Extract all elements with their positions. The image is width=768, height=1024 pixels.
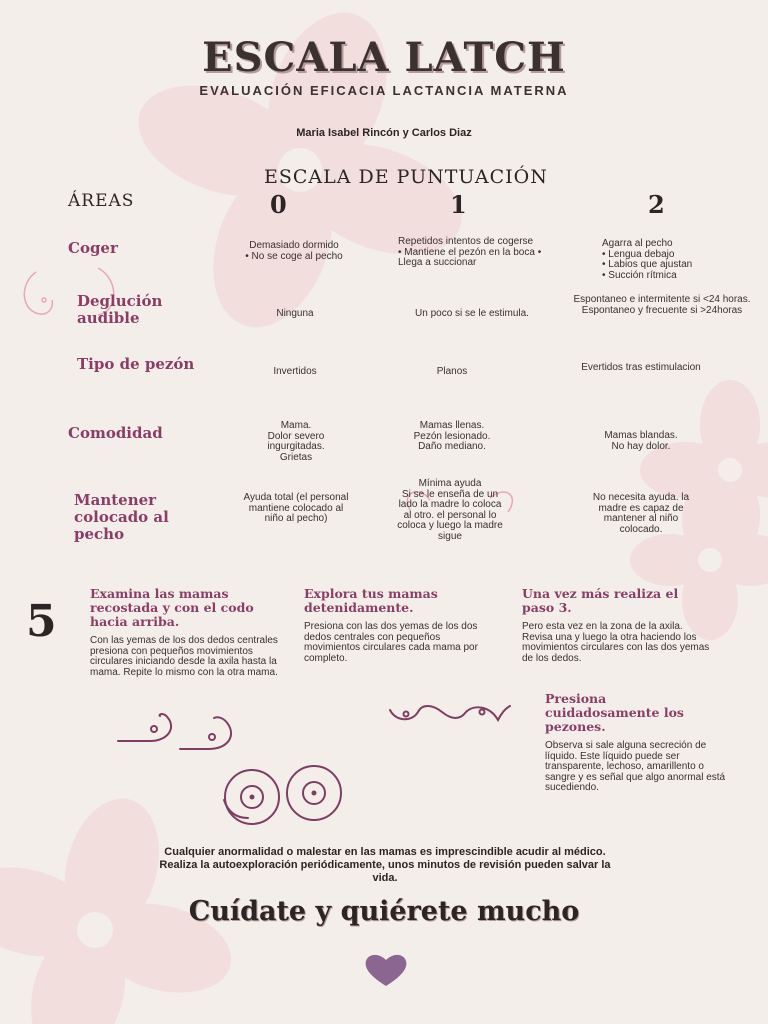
cell-deglucion-2: Espontaneo e intermitente si <24 horas. Espontaneo y frecuente si >24horas (573, 294, 751, 316)
area-coger: Coger (68, 239, 118, 257)
cell-deglucion-0: Ninguna (276, 308, 314, 319)
areas-label: ÁREAS (68, 191, 135, 211)
area-deglucion: Deglución audible (77, 292, 163, 327)
score-0: 0 (270, 190, 287, 219)
cell-coger-2: Agarra al pecho • Lengua debajo • Labios que ajustan • Succión rítmica (602, 238, 693, 281)
area-mantener: Mantener colocado al pecho (74, 491, 169, 543)
score-1: 1 (450, 190, 467, 219)
authors: Maria Isabel Rincón y Carlos Diaz (296, 127, 472, 139)
cell-mantener-2: No necesita ayuda. la madre es capaz de mantener al niño colocado. (592, 492, 690, 535)
cell-comodidad-1: Mamas llenas. Pezón lesionado. Daño mediano. (413, 420, 491, 452)
scale-title: ESCALA DE PUNTUACIÓN (264, 166, 548, 188)
warning-text: Cualquier anormalidad o malestar en las mamas es imprescindible acudir al médico. Realiza la autoexploración periódicamente, unos minutos de revisión pueden salvar la vida. (159, 846, 611, 884)
cell-comodidad-0: Mama. Dolor severo ingurgitadas. Grietas (267, 420, 325, 463)
cell-deglucion-1: Un poco si se le estimula. (415, 308, 529, 319)
area-tipo-pezon: Tipo de pezón (77, 355, 195, 373)
heart-icon (364, 952, 408, 988)
score-2: 2 (648, 190, 665, 219)
cell-pezon-1: Planos (436, 366, 468, 377)
step-4-text: Observa si sale alguna secreción de líquido. Este líquido puede ser transparente, lechoso, amarillento o sangre y es señal que algo anormal está sucediendo. (545, 740, 726, 793)
step-4-title: Presiona cuidadosamente los pezones. (545, 691, 684, 734)
step-1-title: Examina las mamas recostada y con el codo hacia arriba. (90, 586, 254, 629)
cell-coger-0: Demasiado dormido • No se coge al pecho (245, 240, 343, 262)
step-2-title: Explora tus mamas detenidamente. (304, 586, 438, 615)
page-subtitle: EVALUACIÓN EFICACIA LACTANCIA MATERNA (199, 83, 569, 98)
cell-pezon-2: Evertidos tras estimulacion (581, 362, 701, 373)
cell-coger-1: Repetidos intentos de cogerse • Mantiene el pezón en la boca • Llega a succionar (398, 236, 542, 268)
page-title: ESCALA LATCH (202, 34, 566, 81)
closing-text: Cuídate y quiérete mucho (188, 896, 580, 927)
step-2-text: Presiona con las dos yemas de los dos dedos centrales con pequeños movimientos circulares cada mama por completo. (304, 621, 478, 664)
area-comodidad: Comodidad (68, 424, 163, 442)
cell-mantener-1: Mínima ayuda Si se le enseña de un lado la madre lo coloca al otro. el personal lo coloca y luego la madre sigue (397, 478, 503, 542)
step-1-text: Con las yemas de los dos dedos centrales presiona con pequeños movimientos circulares iniciando desde la axila hasta la mama. Repite lo mismo con la otra mama. (90, 635, 278, 678)
step-3-title: Una vez más realiza el paso 3. (522, 586, 679, 615)
cell-mantener-0: Ayuda total (el personal mantiene colocado al niño al pecho) (243, 492, 349, 524)
cell-comodidad-2: Mamas blandas. No hay dolor. (604, 430, 678, 452)
cell-pezon-0: Invertidos (273, 366, 317, 377)
step-3-text: Pero esta vez en la zona de la axila. Revisa una y luego la otra haciendo los movimientos circulares con las dos yemas de los dedos. (522, 621, 710, 664)
step-number: 5 (26, 596, 57, 647)
